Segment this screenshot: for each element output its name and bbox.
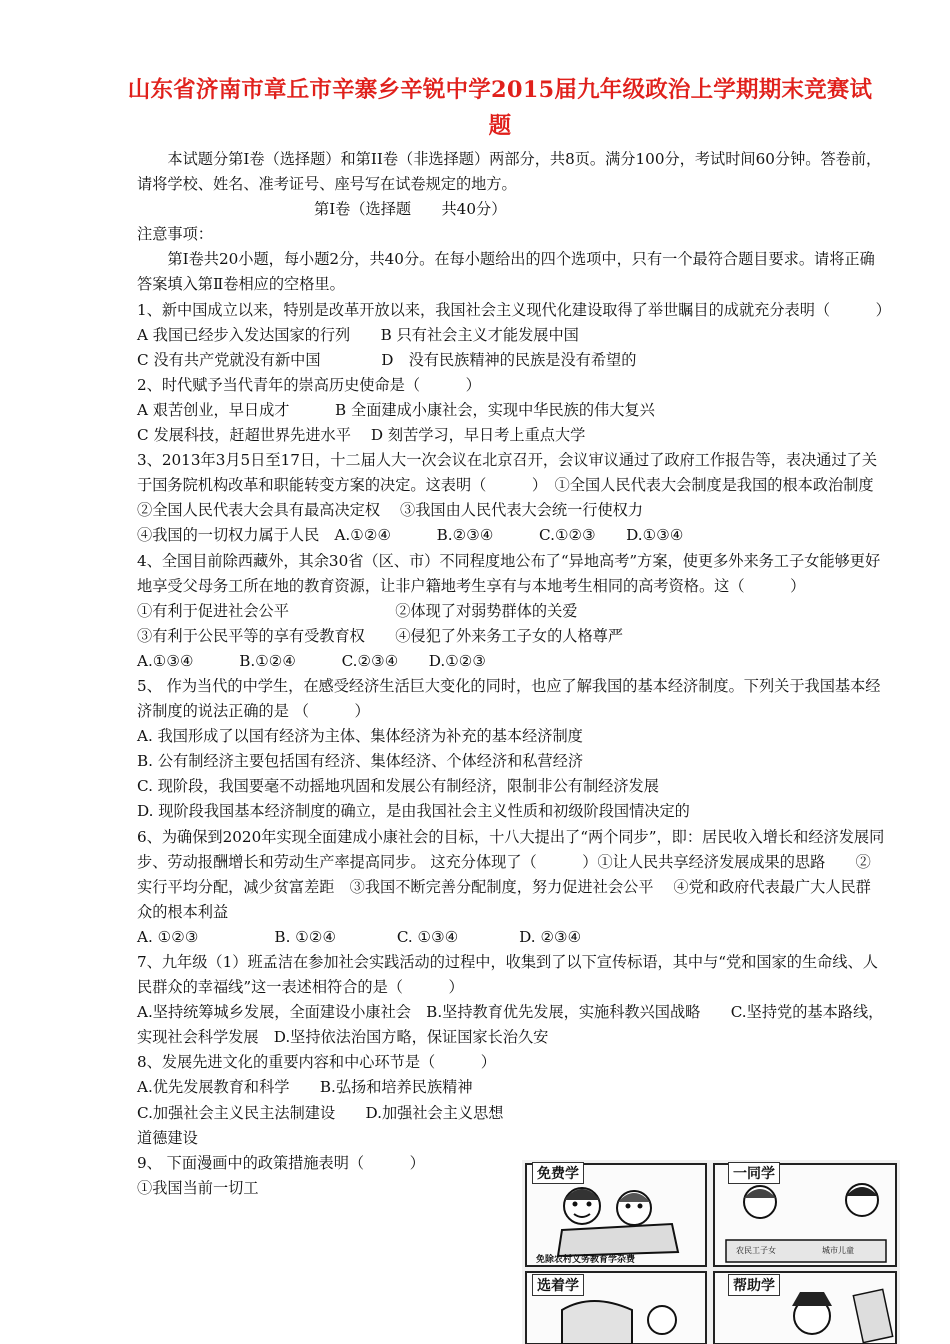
notice-label: 注意事项： bbox=[137, 225, 213, 244]
question-option: A 我国已经步入发达国家的行列 B 只有社会主义才能发展中国 bbox=[137, 325, 579, 344]
comic-sign-right: 城市儿童 bbox=[822, 1246, 854, 1255]
question-text: 7、九年级（1）班孟洁在参加社会实践活动的过程中，收集到了以下宣传标语，其中与“党和国家的生命线、人民群众的幸福线”这一表述相符合的是（ ） bbox=[137, 953, 878, 997]
section-heading: 第Ⅰ卷（选择题 共40分） bbox=[314, 200, 507, 219]
question-option: ①有利于促进社会公平 ②体现了对弱势群体的关爱 bbox=[137, 601, 578, 620]
question-option: C 没有共产党就没有新中国 D 没有民族精神的民族是没有希望的 bbox=[137, 350, 637, 369]
question-option: A.优先发展教育和科学 B.弘扬和培养民族精神 bbox=[137, 1078, 473, 1097]
question-option: D. 现阶段我国基本经济制度的确立，是由我国社会主义性质和初级阶段国情决定的 bbox=[137, 802, 690, 821]
question-text: 6、为确保到2020年实现全面建成小康社会的目标，十八大提出了“两个同步”，即：居民收入增长和经济发展同步、劳动报酬增长和劳动生产率提高同步。 这充分体现了（ ）①让人民共享经济发展成果的思路 ②实行平均分配，减少贫富差距 ③我国不断完善分配制度，努力促进社会公平 ④党和政府代表最广大人民群众的根本利益 bbox=[137, 827, 885, 921]
comic-panel-label: 免费学 bbox=[532, 1162, 584, 1184]
question-option: ②全国人民代表大会具有最高决定权 ③我国由人民代表大会统一行使权力 bbox=[137, 501, 644, 520]
question-option: A.坚持统筹城乡发展，全面建设小康社会 B.坚持教育优先发展，实施科教兴国战略 C.坚持党的基本路线，实现社会科学发展 D.坚持依法治国方略，保证国家长治久安 bbox=[137, 1003, 884, 1047]
question-option: A 艰苦创业，早日成才 B 全面建成小康社会，实现中华民族的伟大复兴 bbox=[137, 400, 655, 419]
question-text: 5、 作为当代的中学生，在感受经济生活巨大变化的同时，也应了解我国的基本经济制度。下列关于我国基本经济制度的说法正确的是 （ ） bbox=[137, 676, 881, 721]
document-body bbox=[137, 147, 891, 1201]
question-option: A. 我国形成了以国有经济为主体、集体经济为补充的基本经济制度 bbox=[137, 727, 583, 746]
question-text: 8、发展先进文化的重要内容和中心环节是（ ） bbox=[137, 1053, 496, 1072]
question-option: B. 公有制经济主要包括国有经济、集体经济、个体经济和私营经济 bbox=[137, 752, 584, 771]
comic-illustration bbox=[522, 1160, 900, 1344]
question-option: ④我国的一切权力属于人民 A.①②④ B.②③④ C.①②③ D.①③④ bbox=[137, 526, 684, 545]
question-text: 1、新中国成立以来，特别是改革开放以来，我国社会主义现代化建设取得了举世瞩目的成就充分表明（ ） bbox=[137, 300, 891, 319]
question-text: 9、 下面漫画中的政策措施表明（ ） bbox=[137, 1153, 425, 1172]
comic-panel-label: 一同学 bbox=[728, 1162, 780, 1184]
question-option: C. 现阶段，我国要毫不动摇地巩固和发展公有制经济，限制非公有制经济发展 bbox=[137, 777, 659, 796]
comic-sign-left: 农民工子女 bbox=[736, 1246, 776, 1255]
question-option: C 发展科技，赶超世界先进水平 D 刻苦学习，早日考上重点大学 bbox=[137, 426, 586, 445]
question-option: ①我国当前一切工 bbox=[137, 1178, 259, 1197]
question-option: A. ①②③ B. ①②④ C. ①③④ D. ②③④ bbox=[137, 927, 582, 946]
comic-caption: 免除农村义务教育学杂费 bbox=[536, 1255, 636, 1265]
notice-text: 第Ⅰ卷共20小题，每小题2分，共40分。在每小题给出的四个选项中，只有一个最符合题目要求。请将正确答案填入第Ⅱ卷相应的空格里。 bbox=[137, 250, 875, 294]
question-option: C.加强社会主义民主法制建设 D.加强社会主义思想道德建设 bbox=[137, 1103, 504, 1147]
question-option: A.①③④ B.①②④ C.②③④ D.①②③ bbox=[137, 651, 487, 670]
question-text: 2、时代赋予当代青年的崇高历史使命是（ ） bbox=[137, 375, 481, 394]
comic-panel-label: 帮助学 bbox=[728, 1274, 780, 1296]
question-text: 3、2013年3月5日至17日，十二届人大一次会议在北京召开，会议审议通过了政府工作报告等，表决通过了关于国务院机构改革和职能转变方案的决定。这表明（ ） ①全国人民代表大会制度是我国的根本政治制度 bbox=[137, 451, 878, 495]
intro-paragraph: 本试题分第Ⅰ卷（选择题）和第II卷（非选择题）两部分，共8页。满分100分，考试时间60分钟。答卷前，请将学校、姓名、准考证号、座号写在试卷规定的地方。 bbox=[137, 150, 882, 194]
comic-panel-label: 选着学 bbox=[532, 1274, 584, 1296]
question-option: ③有利于公民平等的享有受教育权 ④侵犯了外来务工子女的人格尊严 bbox=[137, 626, 623, 645]
question-text: 4、全国目前除西藏外，其余30省（区、市）不同程度地公布了“异地高考”方案，使更多外来务工子女能够更好地享受父母务工所在地的教育资源，让非户籍地考生享有与本地考生相同的高考资格。这（ ） bbox=[137, 551, 881, 595]
document-title: 山东省济南市章丘市辛寨乡辛锐中学2015届九年级政治上学期期末竞赛试题 bbox=[127, 77, 873, 139]
